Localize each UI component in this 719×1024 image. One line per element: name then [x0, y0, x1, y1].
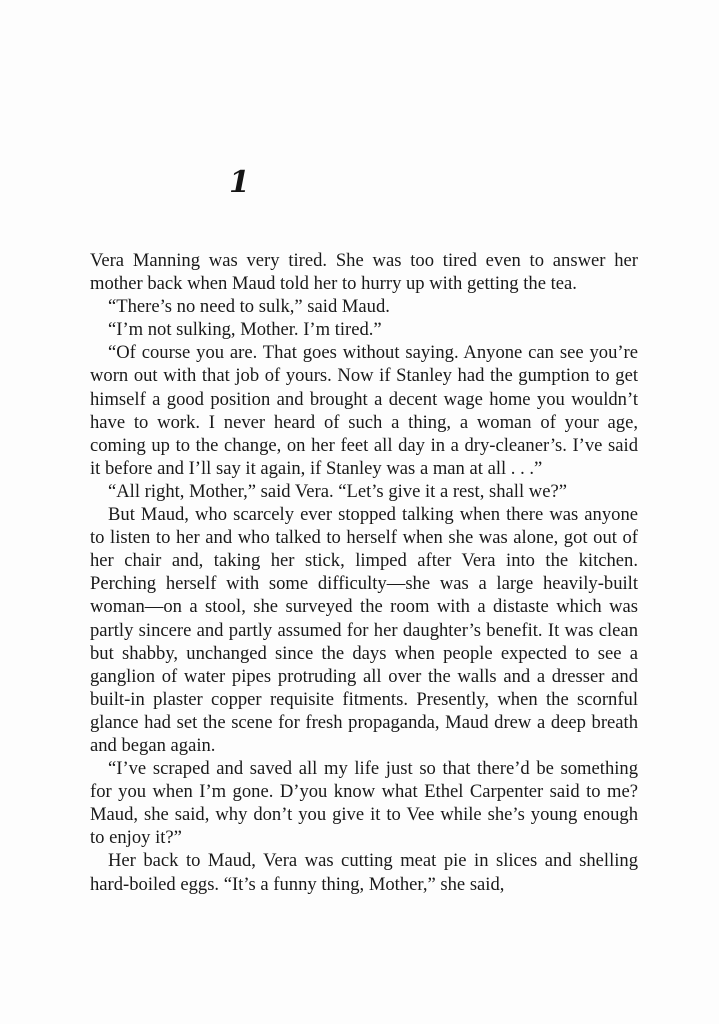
body-text — [90, 249, 638, 896]
paragraph: But Maud, who scarcely ever stopped talking when there was anyone to listen to her and who talked to herself when she was alone, got out of her chair and, taking her stick, limped after Vera into the kitchen. Perching herself with some difficulty—she was a large heavily-built woman—on a stool, she surveyed the room with a distaste which was partly sincere and partly assumed for her daughter’s benefit. It was clean but shabby, unchanged since the days when people expected to see a ganglion of water pipes protruding all over the walls and a dresser and built-in plaster copper requisite fitments. Presently, when the scornful glance had set the scene for fresh propaganda, Maud drew a deep breath and began again. — [90, 504, 638, 756]
paragraph: Vera Manning was very tired. She was too tired even to answer her mother back when Maud told her to hurry up with getting the tea. — [90, 250, 638, 295]
paragraph: “I’ve scraped and saved all my life just so that there’d be something for you when I’m gone. D’you know what Ethel Carpenter said to me? Maud, she said, why don’t you give it to Vee while she’s young enough to enjoy it?” — [90, 758, 638, 849]
paragraph: Her back to Maud, Vera was cutting meat pie in slices and shelling hard-boiled eggs. “It’s a funny thing, Mother,” she said, — [90, 850, 638, 895]
chapter-number: 1 — [229, 165, 250, 200]
paragraph: “I’m not sulking, Mother. I’m tired.” — [108, 319, 382, 341]
paragraph: “There’s no need to sulk,” said Maud. — [108, 296, 390, 318]
paragraph: “All right, Mother,” said Vera. “Let’s give it a rest, shall we?” — [108, 480, 567, 502]
paragraph: “Of course you are. That goes without saying. Anyone can see you’re worn out with that job of yours. Now if Stanley had the gumption to get himself a good position and brought a decent wage home you wouldn’t have to work. I never heard of such a thing, a woman of your age, coming up to the change, on her feet all day in a dry-cleaner’s. I’ve said it before and I’ll say it again, if Stanley was a man at all . . .” — [90, 342, 638, 479]
